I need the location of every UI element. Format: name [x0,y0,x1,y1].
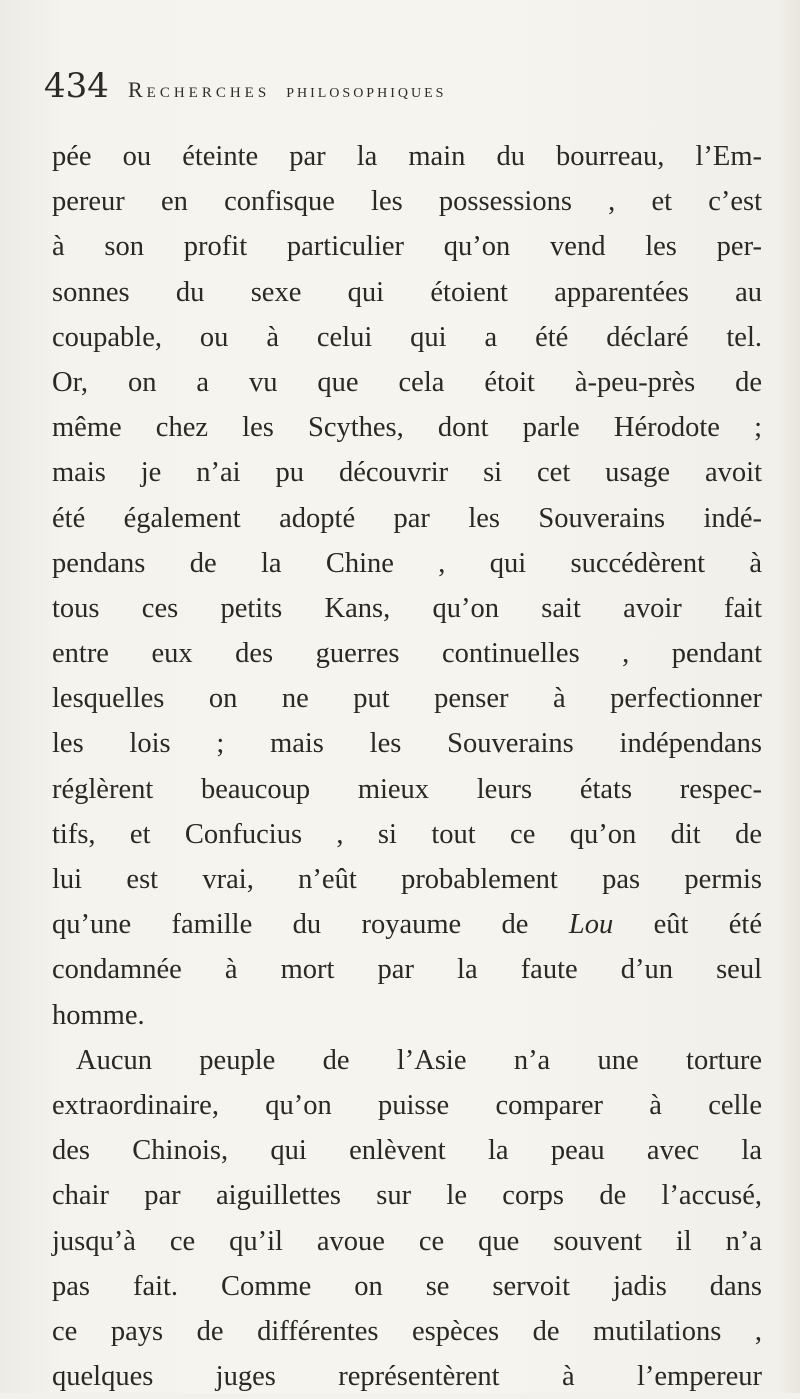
text-line: les lois ; mais les Souverains indépendans [52,728,762,760]
text-line: entre eux des guerres continuelles , pendant [52,638,762,670]
line-text: qu’une famille du royaume de [52,909,529,941]
text-line: jusqu’à ce qu’il avoue ce que souvent il n’a [52,1225,762,1257]
page-edge-shadow [780,0,800,1393]
text-line: pereur en confisque les possessions , et c’est [52,186,762,218]
text-line: lesquelles on ne put penser à perfectionner [52,683,762,715]
running-head-second: philosophiques [286,80,447,102]
text-line: chair par aiguillettes sur le corps de l’accusé, [52,1180,762,1212]
text-line: tous ces petits Kans, qu’on sait avoir fait [52,592,762,624]
line-tail: eût été [653,909,762,941]
paragraph-start-line: Aucun peuple de l’Asie n’a une torture [76,1044,762,1076]
text-line: condamnée à mort par la faute d’un seul [52,954,762,986]
body-text [52,134,762,1399]
page-number: 434 [44,66,109,106]
text-line: ce pays de différentes espèces de mutilations , [52,1315,762,1347]
text-line: pée ou éteinte par la main du bourreau, l’Em- [52,141,762,172]
running-head [128,77,446,102]
text-line: été également adopté par les Souverains indé- [52,502,762,534]
text-line: extraordinaire, qu’on puisse comparer à celle [52,1089,762,1121]
page-header [44,66,760,116]
text-line: pas fait. Comme on se servoit jadis dans [52,1270,762,1302]
running-head-first: Recherches [128,77,271,102]
paragraph-end-line: homme. [52,999,145,1031]
text-line: réglèrent beaucoup mieux leurs états respec- [52,773,762,805]
text-line: à son profit particulier qu’on vend les per- [52,231,762,263]
text-line: Or, on a vu que cela étoit à-peu-près de [52,366,762,398]
text-line: même chez les Scythes, dont parle Hérodote ; [52,412,762,444]
text-line: tifs, et Confucius , si tout ce qu’on dit de [52,818,762,850]
text-line: coupable, ou à celui qui a été déclaré tel. [52,321,762,353]
text-line: mais je n’ai pu découvrir si cet usage avoit [52,457,762,489]
italic-place-name: Lou [568,909,614,941]
text-line: lui est vrai, n’eût probablement pas permis [52,864,762,895]
text-line: quelques juges représentèrent à l’empereur [52,1361,762,1393]
text-line: des Chinois, qui enlèvent la peau avec la [52,1135,762,1167]
text-line-with-italic [52,902,762,947]
text-line: sonnes du sexe qui étoient apparentées au [52,276,762,308]
text-line: pendans de la Chine , qui succédèrent à [52,547,762,579]
